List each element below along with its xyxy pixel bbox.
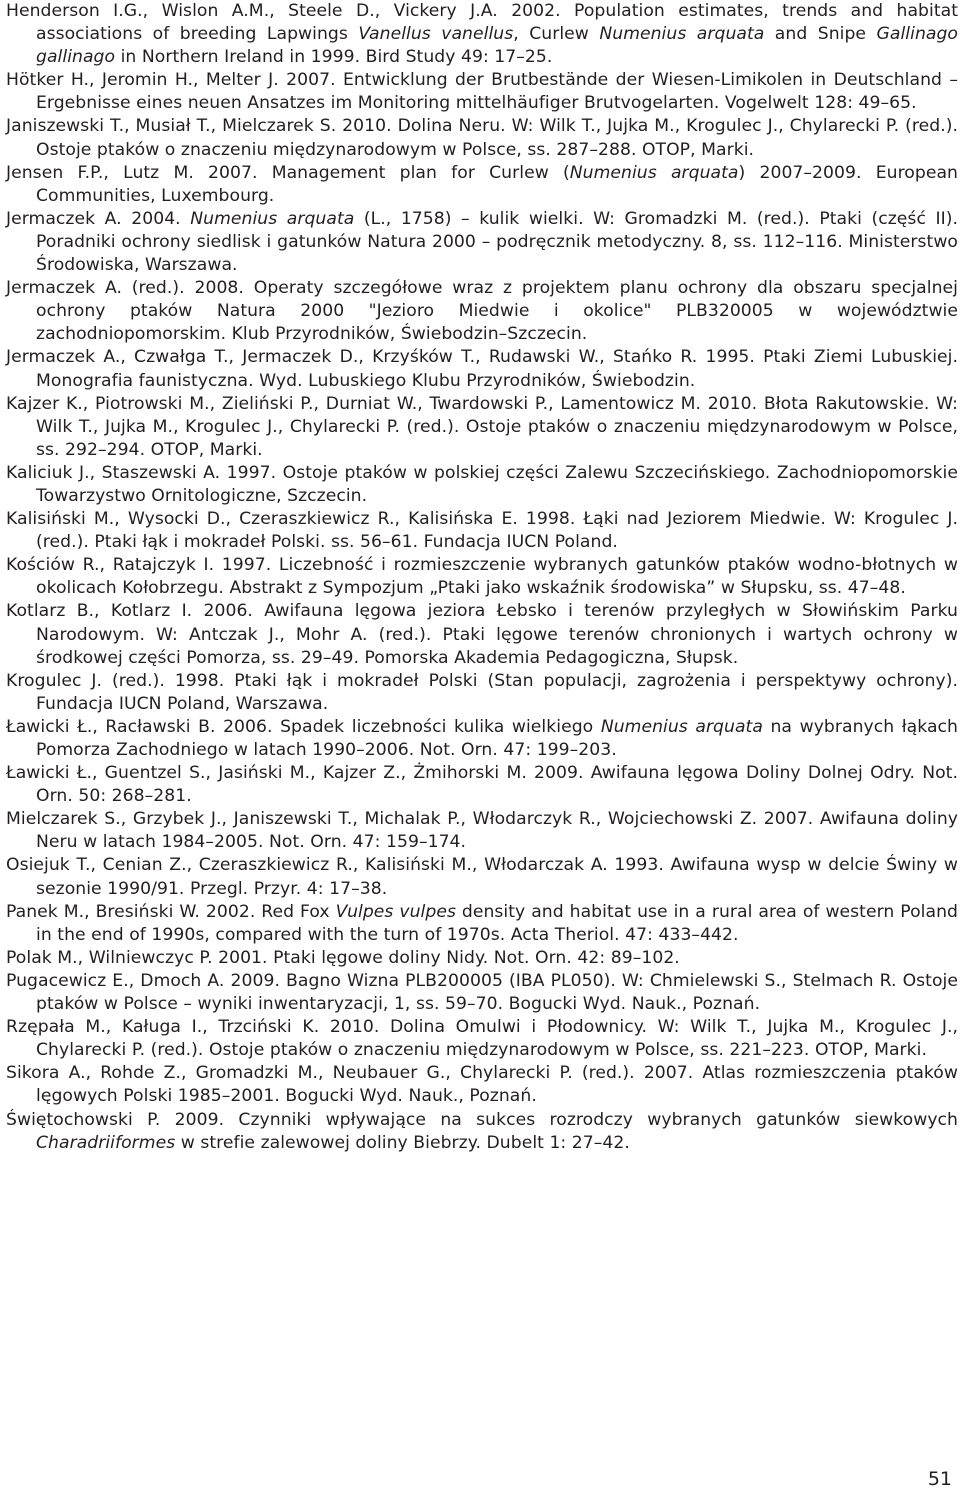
reference-entry: Jermaczek A. 2004. Numenius arquata (L., 1758) – kulik wielki. W: Gromadzki M. (red.). Ptaki (część II). Poradniki ochrony siedlisk i gatunków Natura 2000 – podręcznik metodyczny. 8, ss. 112–116. Ministerstwo Środowiska, Warszawa. — [6, 208, 958, 276]
page-number: 51 — [927, 1468, 952, 1490]
reference-entry: Henderson I.G., Wislon A.M., Steele D., Vickery J.A. 2002. Population estimates, trends and habitat associations of breeding Lapwings Vanellus vanellus, Curlew Numenius arquata and Snipe Gallinago gallinago in Northern Ireland in 1999. Bird Study 49: 17–25. — [6, 1, 958, 68]
reference-entry: Panek M., Bresiński W. 2002. Red Fox Vulpes vulpes density and habitat use in a rural area of western Poland in the end of 1990s, compared with the turn of 1970s. Acta Theriol. 47: 433–442. — [6, 901, 958, 945]
reference-list — [6, 0, 958, 1155]
reference-entry: Hötker H., Jeromin H., Melter J. 2007. Entwicklung der Brutbestände der Wiesen-Limikolen in Deutschland – Ergebnisse eines neuen Ansatzes im Monitoring mittelhäufiger Brutvogelarten. Vogelwelt 128: 49–65. — [6, 70, 958, 114]
reference-entry: Kalisiński M., Wysocki D., Czeraszkiewicz R., Kalisińska E. 1998. Łąki nad Jeziorem Miedwie. W: Krogulec J. (red.). Ptaki łąk i mokradeł Polski. ss. 56–61. Fundacja IUCN Poland. — [6, 509, 958, 553]
reference-entry: Osiejuk T., Cenian Z., Czeraszkiewicz R., Kalisiński M., Włodarczak A. 1993. Awifauna wysp w delcie Świny w sezonie 1990/91. Przegl. Przyr. 4: 17–38. — [6, 855, 958, 899]
reference-entry: Rzępała M., Kaługa I., Trzciński K. 2010. Dolina Omulwi i Płodownicy. W: Wilk T., Jujka M., Krogulec J., Chylarecki P. (red.). Ostoje ptaków o znaczeniu międzynarodowym w Polsce, ss. 221–223. OTOP, Marki. — [6, 1017, 958, 1061]
reference-entry: Janiszewski T., Musiał T., Mielczarek S. 2010. Dolina Neru. W: Wilk T., Jujka M., Krogulec J., Chylarecki P. (red.). Ostoje ptaków o znaczeniu międzynarodowym w Polsce, ss. 287–288. OTOP, Marki. — [6, 116, 958, 160]
reference-entry: Jermaczek A., Czwałga T., Jermaczek D., Krzyśków T., Rudawski W., Stańko R. 1995. Ptaki Ziemi Lubuskiej. Monografia faunistyczna. Wyd. Lubuskiego Klubu Przyrodników, Świebodzin. — [6, 347, 958, 391]
reference-entry: Świętochowski P. 2009. Czynniki wpływające na sukces rozrodczy wybranych gatunków siewkowych Charadriiformes w strefie zalewowej doliny Biebrzy. Dubelt 1: 27–42. — [6, 1109, 958, 1153]
reference-entry: Ławicki Ł., Guentzel S., Jasiński M., Kajzer Z., Żmihorski M. 2009. Awifauna lęgowa Doliny Dolnej Odry. Not. Orn. 50: 268–281. — [6, 763, 958, 807]
reference-entry: Krogulec J. (red.). 1998. Ptaki łąk i mokradeł Polski (Stan populacji, zagrożenia i perspektywy ochrony). Fundacja IUCN Poland, Warszawa. — [6, 670, 958, 714]
reference-entry: Jermaczek A. (red.). 2008. Operaty szczegółowe wraz z projektem planu ochrony dla obszaru specjalnej ochrony ptaków Natura 2000 "Jezioro Miedwie i okolice" PLB320005 w województwie zachodniopomorskim. Klub Przyrodników, Świebodzin–Szczecin. — [6, 278, 958, 345]
reference-entry: Sikora A., Rohde Z., Gromadzki M., Neubauer G., Chylarecki P. (red.). 2007. Atlas rozmieszczenia ptaków lęgowych Polski 1985–2001. Bogucki Wyd. Nauk., Poznań. — [6, 1063, 958, 1107]
reference-entry: Jensen F.P., Lutz M. 2007. Management plan for Curlew (Numenius arquata) 2007–2009. European Communities, Luxembourg. — [6, 162, 958, 206]
reference-entry: Polak M., Wilniewczyc P. 2001. Ptaki lęgowe doliny Nidy. Not. Orn. 42: 89–102. — [6, 947, 680, 968]
reference-entry: Kotlarz B., Kotlarz I. 2006. Awifauna lęgowa jeziora Łebsko i terenów przyległych w Słowińskim Parku Narodowym. W: Antczak J., Mohr A. (red.). Ptaki lęgowe terenów chronionych i wartych ochrony w środkowej części Pomorza, ss. 29–49. Pomorska Akademia Pedagogiczna, Słupsk. — [6, 601, 958, 668]
reference-entry: Kościów R., Ratajczyk I. 1997. Liczebność i rozmieszczenie wybranych gatunków ptaków wodno-błotnych w okolicach Kołobrzegu. Abstrakt z Sympozjum „Ptaki jako wskaźnik środowiska” w Słupsku, ss. 47–48. — [6, 555, 958, 599]
reference-entry: Ławicki Ł., Racławski B. 2006. Spadek liczebności kulika wielkiego Numenius arquata na wybranych łąkach Pomorza Zachodniego w latach 1990–2006. Not. Orn. 47: 199–203. — [6, 716, 958, 760]
reference-entry: Kajzer K., Piotrowski M., Zieliński P., Durniat W., Twardowski P., Lamentowicz M. 2010. Błota Rakutowskie. W: Wilk T., Jujka M., Krogulec J., Chylarecki P. (red.). Ostoje ptaków o znaczeniu międzynarodowym w Polsce, ss. 292–294. OTOP, Marki. — [6, 393, 958, 460]
reference-entry: Kaliciuk J., Staszewski A. 1997. Ostoje ptaków w polskiej części Zalewu Szczecińskiego. Zachodniopomorskie Towarzystwo Ornitologiczne, Szczecin. — [6, 462, 958, 506]
reference-entry: Mielczarek S., Grzybek J., Janiszewski T., Michalak P., Włodarczyk R., Wojciechowski Z. 2007. Awifauna doliny Neru w latach 1984–2005. Not. Orn. 47: 159–174. — [6, 809, 958, 853]
reference-entry: Pugacewicz E., Dmoch A. 2009. Bagno Wizna PLB200005 (IBA PL050). W: Chmielewski S., Stelmach R. Ostoje ptaków w Polsce – wyniki inwentaryzacji, 1, ss. 59–70. Bogucki Wyd. Nauk., Poznań. — [6, 970, 958, 1015]
